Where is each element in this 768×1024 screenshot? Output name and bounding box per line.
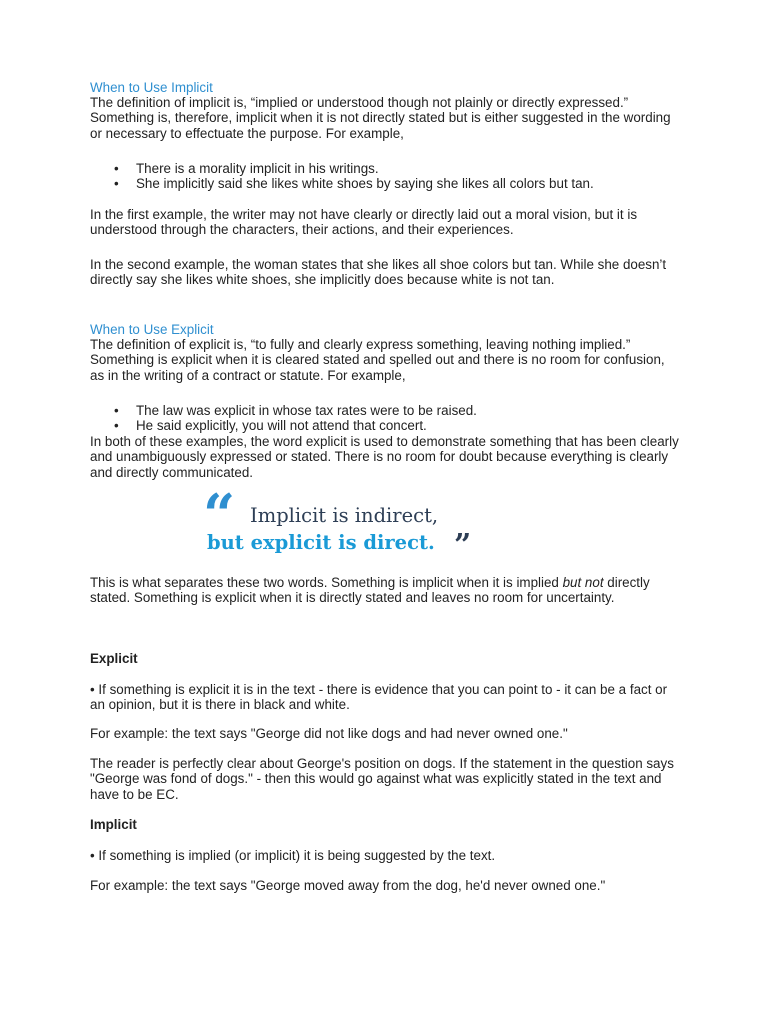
- summary-italic-text: but not: [562, 575, 604, 590]
- explicit-definition-paragraph: The definition of explicit is, “to fully and clearly express something, leaving nothing implied.” Something is explicit when it is cleared stated and spelled out and there is no room for confusion, as in the writing of a contract or statute. For example,: [90, 337, 665, 383]
- implicit-heading: Implicit: [90, 817, 137, 832]
- explicit-heading: Explicit: [90, 651, 138, 666]
- list-item: • He said explicitly, you will not attend that concert.: [114, 418, 674, 433]
- implicit-definition-paragraph: The definition of implicit is, “implied or understood though not plainly or directly expressed.” Something is, therefore, implicit when it is not directly stated but is either suggested in the wording or necessary to effectuate the purpose. For example,: [90, 95, 671, 141]
- second-example-paragraph: In the second example, the woman states that she likes all shoe colors but tan. While she doesn’t directly say she likes white shoes, she implicitly does because white is not tan.: [90, 257, 667, 288]
- implicit-example-paragraph: For example: the text says "George moved away from the dog, he'd never owned one.": [90, 878, 606, 893]
- open-quote-icon: “: [203, 482, 236, 548]
- pull-quote-image: [203, 482, 523, 567]
- summary-text-2: directly stated. Something is explicit when it is directly stated and leaves no room for uncertainty.: [90, 575, 650, 606]
- explicit-examples-paragraph: In both of these examples, the word explicit is used to demonstrate something that has been clearly and unambiguously expressed or stated. There is no room for doubt because everything is clearly and directly communicated.: [90, 434, 679, 480]
- explicit-bullet-paragraph: • If something is explicit it is in the text - there is evidence that you can point to - it can be a fact or an opinion, but it is there in black and white.: [90, 682, 668, 713]
- first-example-paragraph: In the first example, the writer may not have clearly or directly laid out a moral vision, but it is understood through the characters, their actions, and their experiences.: [90, 207, 638, 238]
- quote-line-1: Implicit is indirect,: [250, 504, 439, 527]
- summary-paragraph: [90, 575, 680, 606]
- quote-line-2: but explicit is direct.: [207, 531, 435, 554]
- list-item: • The law was explicit in whose tax rates were to be raised.: [114, 403, 674, 418]
- close-quote-icon: ”: [454, 528, 472, 563]
- list-item: • She implicitly said she likes white shoes by saying she likes all colors but tan.: [114, 176, 674, 191]
- explicit-examples-list: [114, 403, 674, 434]
- summary-text-1: This is what separates these two words. Something is implicit when it is implied: [90, 575, 563, 590]
- explicit-example-paragraph: For example: the text says "George did not like dogs and had never owned one.": [90, 726, 568, 741]
- heading-when-to-use-explicit: When to Use Explicit: [90, 322, 214, 337]
- explicit-explanation-paragraph: The reader is perfectly clear about George's position on dogs. If the statement in the question says "George was fond of dogs." - then this would go against what was explicitly stated in the text and have to be EC.: [90, 756, 674, 802]
- implicit-examples-list: [114, 161, 674, 192]
- implicit-bullet-paragraph: • If something is implied (or implicit) it is being suggested by the text.: [90, 848, 496, 863]
- heading-when-to-use-implicit: When to Use Implicit: [90, 80, 213, 95]
- list-item: • There is a morality implicit in his writings.: [114, 161, 674, 176]
